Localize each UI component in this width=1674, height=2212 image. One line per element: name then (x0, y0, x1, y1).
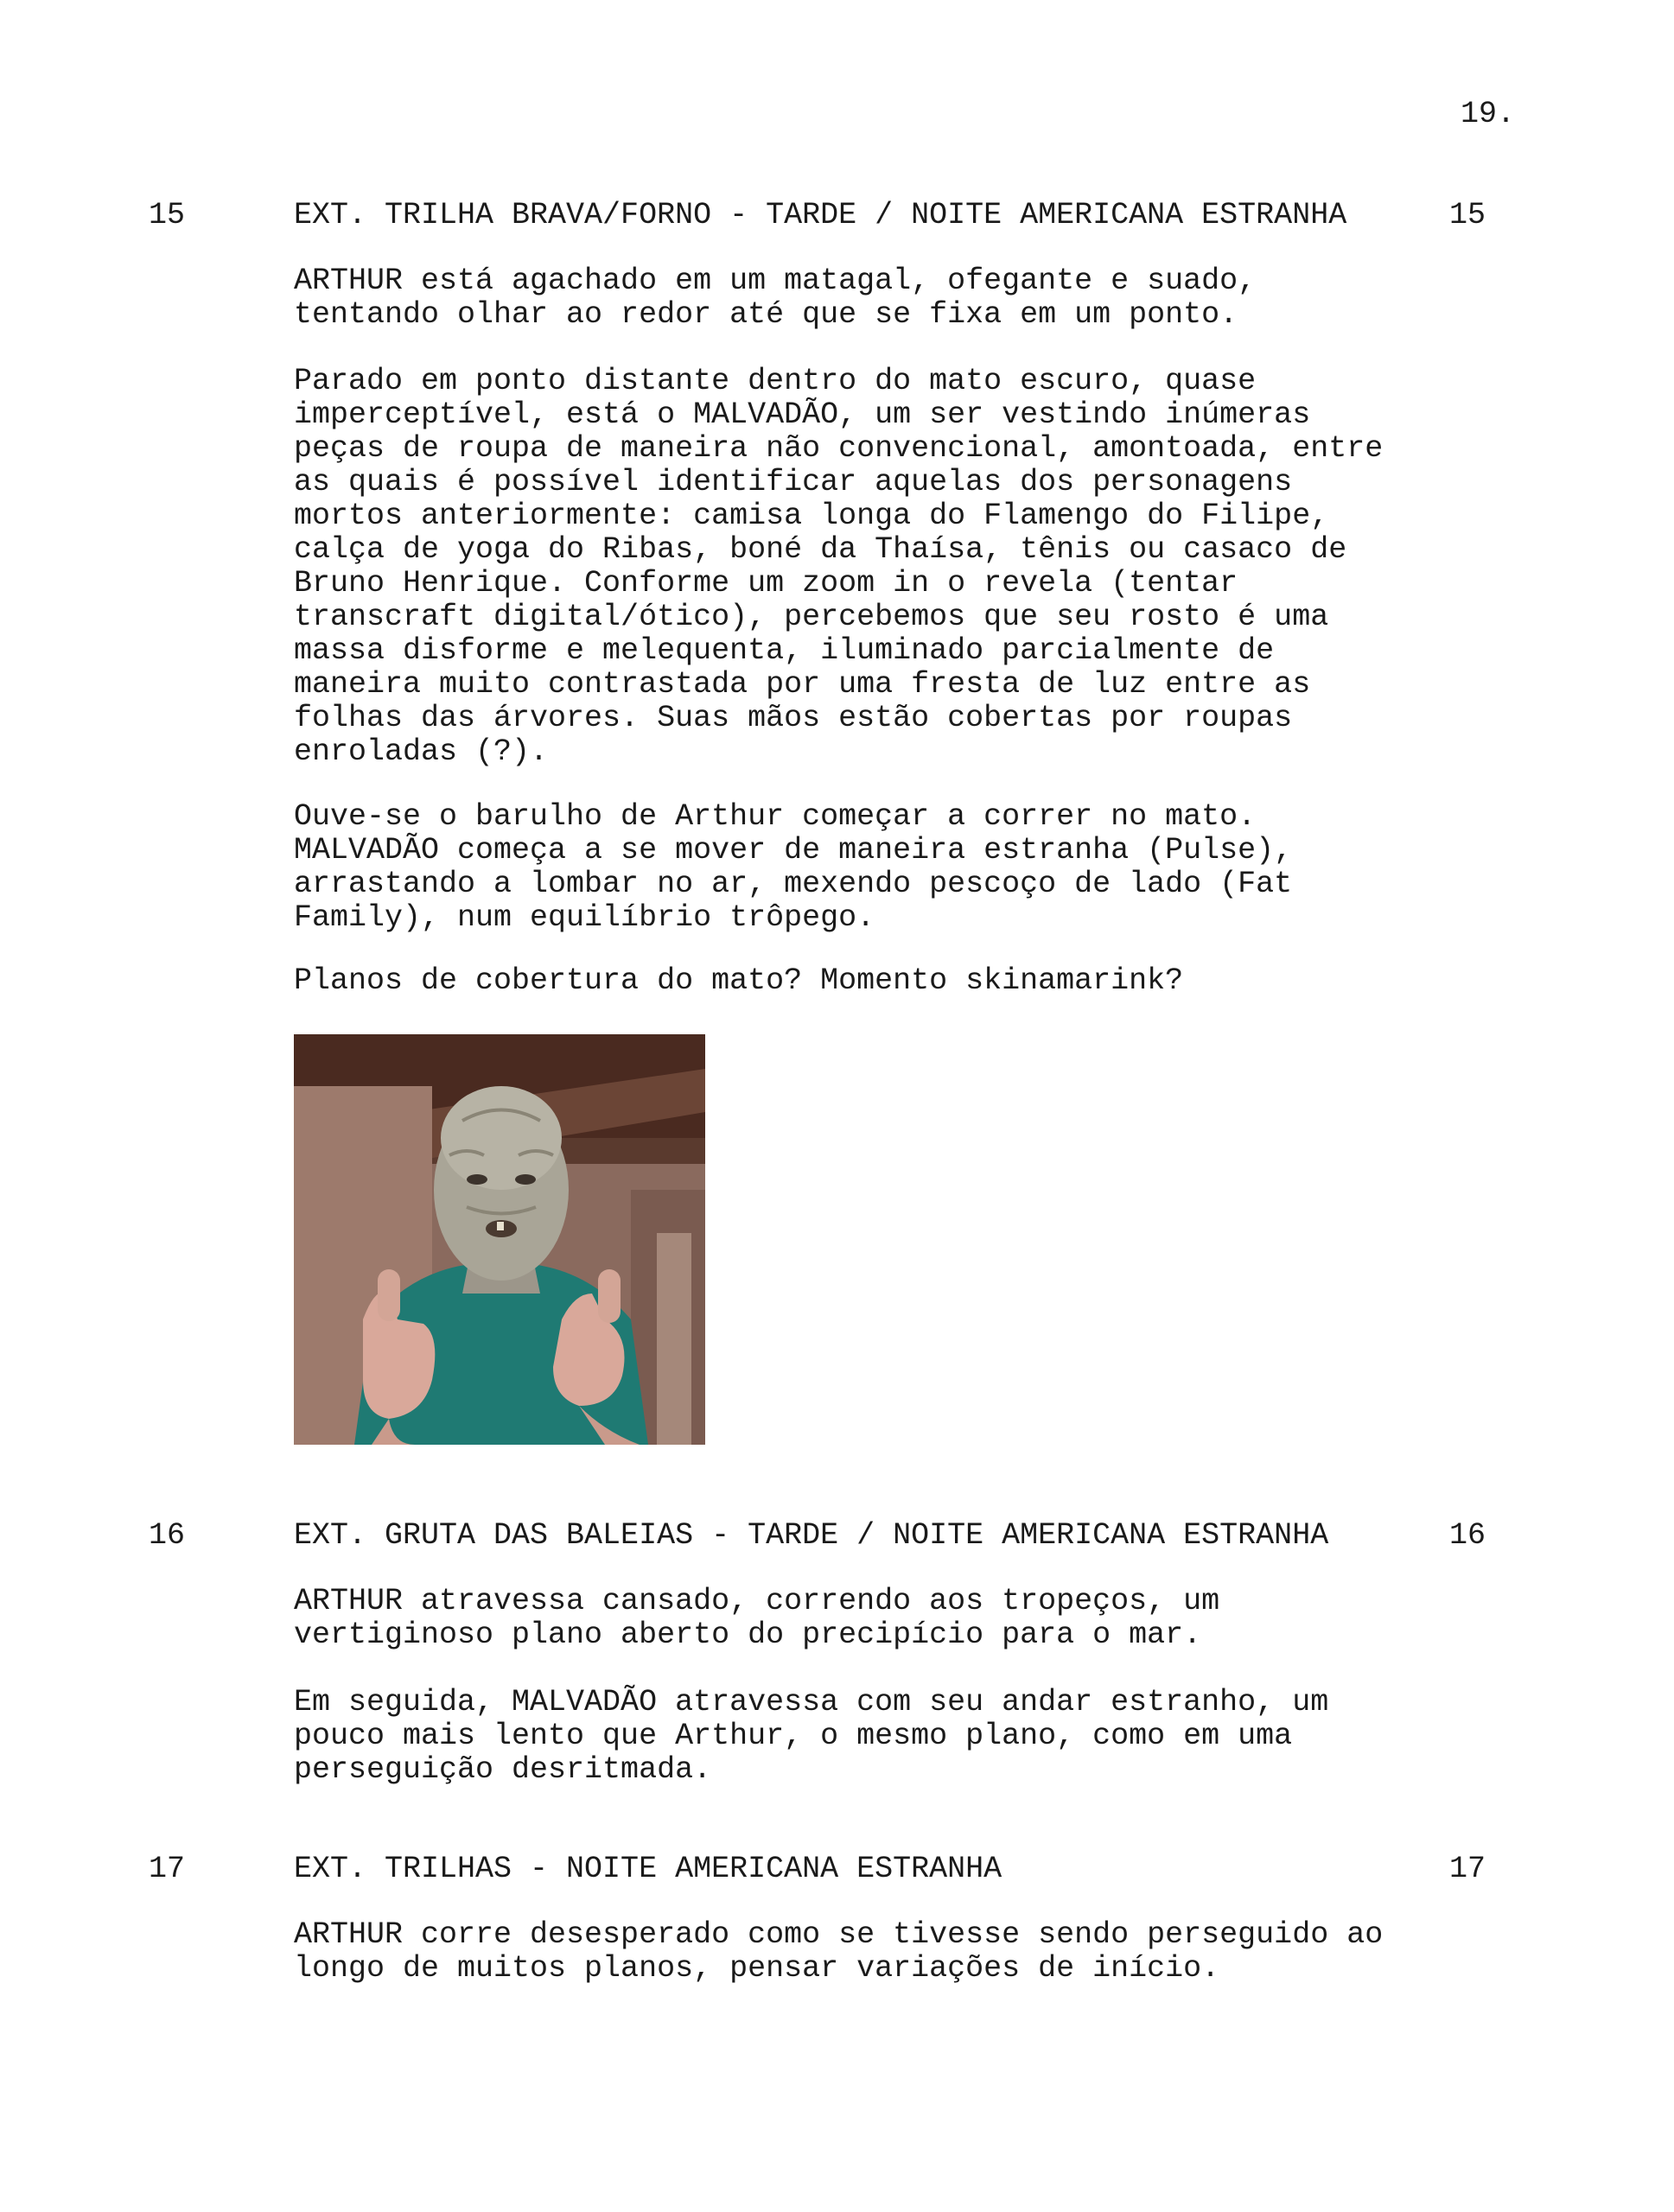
scene-16-number-right: 16 (1449, 1518, 1486, 1553)
scene-16-heading: EXT. GRUTA DAS BALEIAS - TARDE / NOITE AMERICANA ESTRANHA (294, 1518, 1329, 1553)
scene-16-action-1: ARTHUR atravessa cansado, correndo aos tropeços, um vertiginoso plano aberto do precipício para o mar. (294, 1584, 1220, 1652)
scene-16-number-left: 16 (149, 1518, 186, 1553)
scene-17-number-right: 17 (1449, 1852, 1486, 1886)
scene-15-action-2: Parado em ponto distante dentro do mato escuro, quase imperceptível, está o MALVADÃO, um ser vestindo inúmeras peças de roupa de maneira não convencional, amontoada, entre as quais é possível identificar aquelas dos personagens mortos anteriormente: camisa longa do Flamengo do Filipe, calça de yoga do Ribas, boné da Thaísa, tênis ou casaco de Bruno Henrique. Conforme um zoom in o revela (tentar transcraft digital/ótico), percebemos que seu rosto é uma massa disforme e melequenta, iluminado parcialmente de maneira muito contrastada por uma fresta de luz entre as folhas das árvores. Suas mãos estão cobertas por roupas enroladas (?). (294, 364, 1384, 769)
reference-photo (294, 1034, 705, 1445)
scene-17-action-1: ARTHUR corre desesperado como se tivesse sendo perseguido ao longo de muitos planos, pensar variações de início. (294, 1917, 1384, 1986)
scene-17-number-left: 17 (149, 1852, 186, 1886)
scene-16-action-2: Em seguida, MALVADÃO atravessa com seu andar estranho, um pouco mais lento que Arthur, o mesmo plano, como em uma perseguição desritmada. (294, 1685, 1329, 1787)
scene-15-heading: EXT. TRILHA BRAVA/FORNO - TARDE / NOITE AMERICANA ESTRANHA (294, 198, 1347, 232)
scene-15-number-right: 15 (1449, 198, 1486, 232)
scene-15-number-left: 15 (149, 198, 186, 232)
scene-15-action-3: Ouve-se o barulho de Arthur começar a correr no mato. MALVADÃO começa a se mover de maneira estranha (Pulse), arrastando a lombar no ar, mexendo pescoço de lado (Fat Family), num equilíbrio trôpego. (294, 799, 1293, 935)
scene-15-action-4: Planos de cobertura do mato? Momento skinamarink? (294, 963, 1184, 998)
scene-15-action-1: ARTHUR está agachado em um matagal, ofegante e suado, tentando olhar ao redor até que se fixa em um ponto. (294, 264, 1257, 332)
scene-17-heading: EXT. TRILHAS - NOITE AMERICANA ESTRANHA (294, 1852, 1002, 1886)
page-number: 19. (1461, 97, 1516, 131)
